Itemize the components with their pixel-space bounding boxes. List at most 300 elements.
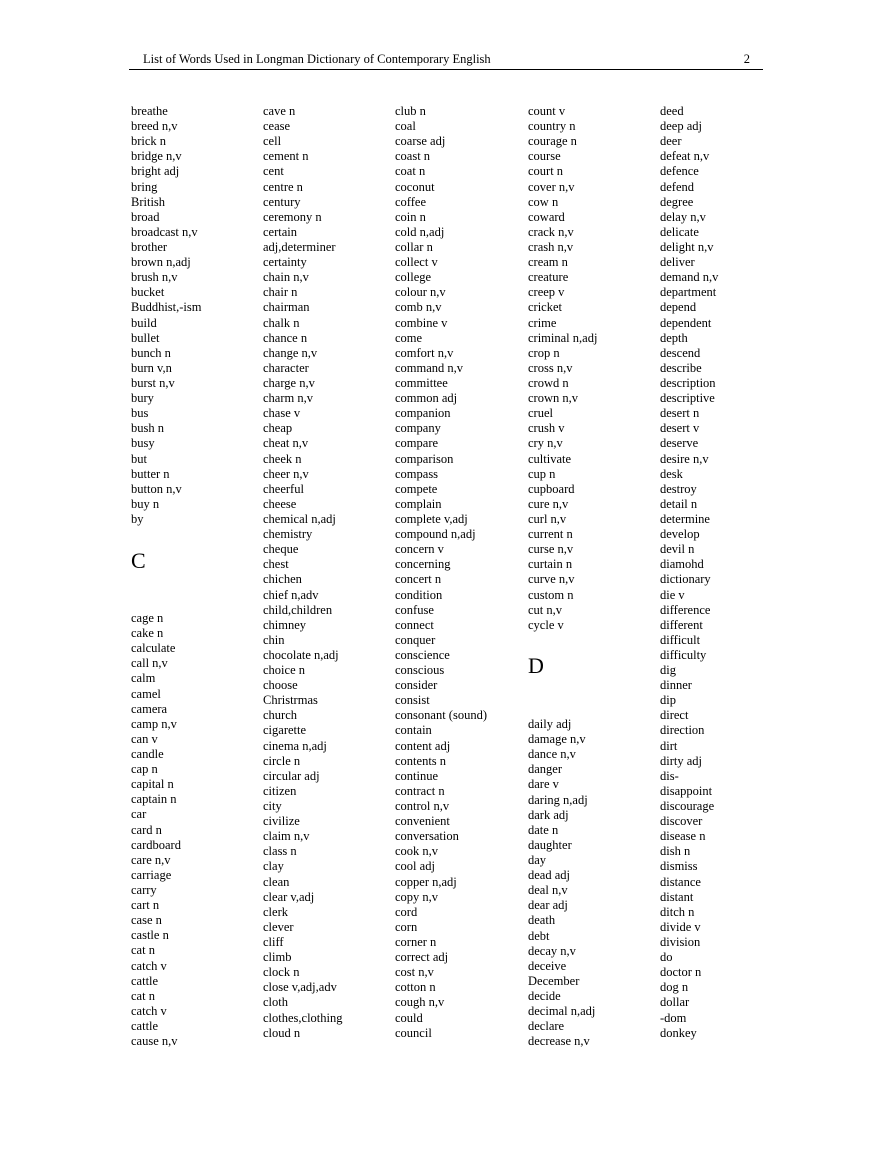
word-entry: card n xyxy=(131,822,162,837)
word-entry: dinner xyxy=(660,678,692,693)
word-entry: coin n xyxy=(395,209,426,224)
word-entry: clock n xyxy=(263,965,300,980)
word-entry: creature xyxy=(528,270,569,285)
word-entry: care n,v xyxy=(131,852,171,867)
word-entry: current n xyxy=(528,527,573,542)
word-entry: cheat n,v xyxy=(263,436,309,451)
word-entry: cream n xyxy=(528,255,568,270)
word-entry: cease xyxy=(263,119,291,134)
word-entry: common adj xyxy=(395,391,458,406)
word-entry: certainty xyxy=(263,255,307,270)
word-entry: daughter xyxy=(528,837,572,852)
word-entry: by xyxy=(131,511,144,526)
word-entry: damage n,v xyxy=(528,732,586,747)
word-entry: conscious xyxy=(395,663,445,678)
word-entry: cup n xyxy=(528,466,556,481)
word-entry: cheek n xyxy=(263,451,302,466)
word-entry: charge n,v xyxy=(263,375,315,390)
word-entry: cultivate xyxy=(528,451,572,466)
word-entry: content adj xyxy=(395,738,451,753)
word-entry: description xyxy=(660,375,716,390)
word-entry: count v xyxy=(528,104,566,118)
word-entry: Christrmas xyxy=(263,693,318,708)
word-entry: dictionary xyxy=(660,572,711,587)
word-entry: chest xyxy=(263,557,289,572)
word-entry: dark adj xyxy=(528,807,569,822)
word-entry: carriage xyxy=(131,867,172,882)
word-entry: choose xyxy=(263,678,298,693)
word-entry: contract n xyxy=(395,783,445,798)
word-entry: corner n xyxy=(395,935,437,950)
word-entry: copper n,adj xyxy=(395,874,457,889)
word-entry: consider xyxy=(395,678,438,693)
word-entry: cross n,v xyxy=(528,360,573,375)
word-entry: crop n xyxy=(528,345,560,360)
word-entry: cotton n xyxy=(395,980,436,995)
word-entry: cent xyxy=(263,164,284,179)
word-entry: but xyxy=(131,451,147,466)
word-entry: coconut xyxy=(395,179,435,194)
word-entry: dog n xyxy=(660,980,689,995)
word-entry: cough n,v xyxy=(395,995,445,1010)
word-entry: chance n xyxy=(263,330,308,345)
word-entry: crowd n xyxy=(528,375,569,390)
word-entry: deed xyxy=(660,104,684,118)
word-entry: dish n xyxy=(660,844,691,859)
word-entry: curtain n xyxy=(528,557,573,572)
word-entry: connect xyxy=(395,617,434,632)
word-entry: cycle v xyxy=(528,617,564,632)
word-entry: curve n,v xyxy=(528,572,575,587)
word-entry: buy n xyxy=(131,496,160,511)
word-entry: cool adj xyxy=(395,859,435,874)
word-entry: conscience xyxy=(395,647,450,662)
word-entry: cliff xyxy=(263,935,284,950)
word-entry: country n xyxy=(528,119,576,134)
word-entry: case n xyxy=(131,913,162,928)
word-entry: cheque xyxy=(263,542,299,557)
word-entry: custom n xyxy=(528,587,574,602)
word-entry: camera xyxy=(131,701,168,716)
word-entry: chairman xyxy=(263,300,310,315)
word-entry: civilize xyxy=(263,814,300,829)
word-entry: cord xyxy=(395,904,418,919)
word-entry: consist xyxy=(395,693,430,708)
word-entry: deceive xyxy=(528,958,567,973)
word-entry: daily adj xyxy=(528,717,572,731)
word-entry: crime xyxy=(528,315,557,330)
word-entry: cook n,v xyxy=(395,844,439,859)
word-entry: button n,v xyxy=(131,481,182,496)
word-entry: cold n,adj xyxy=(395,224,445,239)
word-entry: divide v xyxy=(660,919,701,934)
word-entry: compare xyxy=(395,436,439,451)
word-entry: diamohd xyxy=(660,557,704,572)
word-entry: continue xyxy=(395,768,439,783)
word-entry: coffee xyxy=(395,194,426,209)
word-entry: criminal n,adj xyxy=(528,330,598,345)
word-entry: ditch n xyxy=(660,904,695,919)
word-entry: dear adj xyxy=(528,898,568,913)
word-entry: bury xyxy=(131,391,154,406)
word-entry: class n xyxy=(263,844,297,859)
word-entry: depend xyxy=(660,300,697,315)
word-entry: compete xyxy=(395,481,438,496)
word-entry: bridge n,v xyxy=(131,149,182,164)
word-entry: choice n xyxy=(263,663,305,678)
word-entry: disappoint xyxy=(660,783,713,798)
word-entry: brick n xyxy=(131,134,167,149)
word-column-5 xyxy=(660,104,790,1041)
word-entry: day xyxy=(528,852,547,867)
word-entry: cattle xyxy=(131,1018,159,1033)
word-entry: captain n xyxy=(131,792,177,807)
word-entry: defeat n,v xyxy=(660,149,710,164)
word-entry: crash n,v xyxy=(528,239,574,254)
word-entry: coward xyxy=(528,209,565,224)
word-entry: consonant (sound) xyxy=(395,708,487,723)
word-entry: Buddhist,-ism xyxy=(131,300,202,315)
word-entry: chichen xyxy=(263,572,302,587)
word-entry: conquer xyxy=(395,632,436,647)
word-entry: cheerful xyxy=(263,481,304,496)
word-entry: cloth xyxy=(263,995,288,1010)
word-column-4-bottom xyxy=(528,717,658,1049)
word-entry: crush v xyxy=(528,421,565,436)
word-entry: declare xyxy=(528,1019,565,1034)
word-entry: discover xyxy=(660,814,703,829)
word-entry: discourage xyxy=(660,799,715,814)
word-entry: brother xyxy=(131,239,168,254)
word-entry: cupboard xyxy=(528,481,575,496)
word-entry: certain xyxy=(263,224,298,239)
word-entry: danger xyxy=(528,762,563,777)
word-entry: difference xyxy=(660,602,711,617)
word-entry: brush n,v xyxy=(131,270,178,285)
word-entry: claim n,v xyxy=(263,829,310,844)
word-entry: deer xyxy=(660,134,682,149)
word-entry: character xyxy=(263,360,309,375)
word-entry: different xyxy=(660,617,703,632)
word-entry: desire n,v xyxy=(660,451,709,466)
word-entry: bunch n xyxy=(131,345,171,360)
word-entry: circular adj xyxy=(263,768,320,783)
word-entry: delicate xyxy=(660,224,699,239)
word-entry: dirty adj xyxy=(660,753,703,768)
word-entry: creep v xyxy=(528,285,565,300)
word-entry: correct adj xyxy=(395,950,449,965)
word-entry: company xyxy=(395,421,441,436)
word-entry: cost n,v xyxy=(395,965,434,980)
word-entry: century xyxy=(263,194,301,209)
word-entry: castle n xyxy=(131,928,169,943)
word-entry: clothes,clothing xyxy=(263,1010,343,1025)
word-entry: dirt xyxy=(660,738,678,753)
word-entry: determine xyxy=(660,511,710,526)
word-entry: coat n xyxy=(395,164,426,179)
word-entry: dollar xyxy=(660,995,690,1010)
word-entry: division xyxy=(660,935,701,950)
word-entry: confuse xyxy=(395,602,434,617)
word-entry: copy n,v xyxy=(395,889,439,904)
word-entry: chalk n xyxy=(263,315,300,330)
word-entry: citizen xyxy=(263,783,297,798)
word-entry: cage n xyxy=(131,611,164,625)
word-entry: dismiss xyxy=(660,859,698,874)
page-number: 2 xyxy=(743,52,750,66)
word-entry: cut n,v xyxy=(528,602,563,617)
word-entry: chief n,adv xyxy=(263,587,319,602)
word-entry: candle xyxy=(131,746,164,761)
word-entry: chemical n,adj xyxy=(263,511,336,526)
word-entry: court n xyxy=(528,164,564,179)
word-entry: clever xyxy=(263,919,294,934)
section-letter-d: D xyxy=(528,653,544,678)
word-entry: cave n xyxy=(263,104,296,118)
word-entry: bring xyxy=(131,179,158,194)
word-entry: camp n,v xyxy=(131,716,177,731)
section-letter-c: C xyxy=(131,548,146,573)
word-entry: carry xyxy=(131,882,157,897)
word-entry: chimney xyxy=(263,617,307,632)
word-entry: control n,v xyxy=(395,799,450,814)
word-entry: delight n,v xyxy=(660,239,714,254)
word-entry: develop xyxy=(660,527,700,542)
word-entry: compass xyxy=(395,466,439,481)
word-entry: collect v xyxy=(395,255,438,270)
word-entry: coal xyxy=(395,119,416,134)
word-column-1-top xyxy=(131,104,261,527)
word-entry: cry n,v xyxy=(528,436,563,451)
word-entry: distant xyxy=(660,889,694,904)
word-entry: course xyxy=(528,149,561,164)
word-entry: comfort n,v xyxy=(395,345,454,360)
word-entry: collar n xyxy=(395,239,433,254)
word-entry: cloud n xyxy=(263,1025,301,1040)
word-entry: clerk xyxy=(263,904,288,919)
word-entry: compound n,adj xyxy=(395,527,476,542)
word-entry: change n,v xyxy=(263,345,318,360)
word-entry: deep adj xyxy=(660,119,702,134)
word-entry: degree xyxy=(660,194,694,209)
word-entry: cattle xyxy=(131,973,159,988)
word-entry: debt xyxy=(528,928,550,943)
word-entry: decrease n,v xyxy=(528,1034,590,1049)
word-entry: descend xyxy=(660,345,701,360)
word-entry: condition xyxy=(395,587,443,602)
word-entry: cat n xyxy=(131,943,155,958)
word-entry: desert v xyxy=(660,421,700,436)
word-entry: bullet xyxy=(131,330,160,345)
word-entry: contents n xyxy=(395,753,447,768)
word-entry: decay n,v xyxy=(528,943,576,958)
word-entry: committee xyxy=(395,375,448,390)
word-entry: brown n,adj xyxy=(131,255,191,270)
word-entry: delay n,v xyxy=(660,209,706,224)
word-entry: decimal n,adj xyxy=(528,1004,596,1019)
word-entry: cause n,v xyxy=(131,1034,178,1049)
word-entry: car xyxy=(131,807,147,822)
word-entry: adj,determiner xyxy=(263,239,336,254)
word-entry: devil n xyxy=(660,542,695,557)
word-entry: defence xyxy=(660,164,699,179)
word-column-4-top xyxy=(528,104,658,633)
word-entry: death xyxy=(528,913,556,928)
word-entry: curse n,v xyxy=(528,542,574,557)
word-entry: clean xyxy=(263,874,290,889)
word-entry: difficulty xyxy=(660,647,707,662)
word-entry: council xyxy=(395,1025,432,1040)
word-entry: coarse adj xyxy=(395,134,446,149)
word-entry: centre n xyxy=(263,179,303,194)
word-entry: burn v,n xyxy=(131,360,172,375)
word-entry: capital n xyxy=(131,777,174,792)
word-entry: corn xyxy=(395,919,418,934)
word-entry: department xyxy=(660,285,717,300)
word-entry: conversation xyxy=(395,829,459,844)
word-entry: courage n xyxy=(528,134,577,149)
word-entry: come xyxy=(395,330,423,345)
word-entry: call n,v xyxy=(131,656,168,671)
word-entry: could xyxy=(395,1010,423,1025)
word-entry: cricket xyxy=(528,300,563,315)
word-entry: date n xyxy=(528,822,559,837)
word-entry: daring n,adj xyxy=(528,792,588,807)
word-entry: chase v xyxy=(263,406,301,421)
word-entry: close v,adj,adv xyxy=(263,980,337,995)
word-entry: cat n xyxy=(131,988,155,1003)
word-entry: do xyxy=(660,950,673,965)
word-entry: direction xyxy=(660,723,705,738)
word-column-1-bottom xyxy=(131,611,261,1049)
word-entry: coast n xyxy=(395,149,431,164)
word-entry: December xyxy=(528,973,580,988)
word-entry: child,children xyxy=(263,602,333,617)
word-entry: circle n xyxy=(263,753,301,768)
word-entry: ceremony n xyxy=(263,209,322,224)
word-entry: companion xyxy=(395,406,451,421)
word-entry: desk xyxy=(660,466,683,481)
word-entry: contain xyxy=(395,723,432,738)
word-entry: donkey xyxy=(660,1025,697,1040)
word-entry: cell xyxy=(263,134,282,149)
word-entry: dance n,v xyxy=(528,747,576,762)
word-entry: clay xyxy=(263,859,284,874)
word-entry: convenient xyxy=(395,814,450,829)
word-entry: describe xyxy=(660,360,702,375)
word-entry: deal n,v xyxy=(528,883,568,898)
word-entry: climb xyxy=(263,950,292,965)
word-entry: breathe xyxy=(131,104,168,118)
word-entry: crown n,v xyxy=(528,391,578,406)
word-entry: combine v xyxy=(395,315,448,330)
word-entry: dip xyxy=(660,693,676,708)
word-entry: deserve xyxy=(660,436,699,451)
word-entry: dependent xyxy=(660,315,712,330)
word-entry: doctor n xyxy=(660,965,702,980)
word-entry: comb n,v xyxy=(395,300,442,315)
word-entry: burst n,v xyxy=(131,375,175,390)
word-entry: build xyxy=(131,315,157,330)
word-column-2 xyxy=(263,104,393,1041)
word-entry: bucket xyxy=(131,285,165,300)
word-entry: cardboard xyxy=(131,837,181,852)
word-entry: -dom xyxy=(660,1010,687,1025)
word-entry: chemistry xyxy=(263,527,313,542)
word-entry: camel xyxy=(131,686,161,701)
word-entry: concerning xyxy=(395,557,451,572)
word-entry: colour n,v xyxy=(395,285,446,300)
word-entry: command n,v xyxy=(395,360,464,375)
word-entry: broadcast n,v xyxy=(131,224,198,239)
word-entry: city xyxy=(263,799,282,814)
word-entry: concern v xyxy=(395,542,444,557)
word-entry: disease n xyxy=(660,829,706,844)
word-entry: depth xyxy=(660,330,688,345)
word-entry: club n xyxy=(395,104,426,118)
word-entry: cake n xyxy=(131,626,164,641)
word-entry: bush n xyxy=(131,421,164,436)
word-entry: desert n xyxy=(660,406,700,421)
word-entry: cure n,v xyxy=(528,496,569,511)
word-entry: cement n xyxy=(263,149,309,164)
word-entry: crack n,v xyxy=(528,224,574,239)
word-entry: dare v xyxy=(528,777,559,792)
word-entry: cigarette xyxy=(263,723,307,738)
word-entry: calculate xyxy=(131,641,176,656)
word-entry: bus xyxy=(131,406,149,421)
word-entry: clear v,adj xyxy=(263,889,315,904)
page-title: List of Words Used in Longman Dictionary of Contemporary English xyxy=(143,52,491,66)
word-entry: chain n,v xyxy=(263,270,309,285)
word-entry: busy xyxy=(131,436,155,451)
word-entry: dead adj xyxy=(528,868,570,883)
word-entry: cap n xyxy=(131,762,158,777)
word-entry: British xyxy=(131,194,166,209)
word-entry: defend xyxy=(660,179,695,194)
word-entry: decide xyxy=(528,988,561,1003)
word-entry: catch v xyxy=(131,1003,167,1018)
word-entry: chin xyxy=(263,632,285,647)
word-entry: cinema n,adj xyxy=(263,738,327,753)
word-entry: concert n xyxy=(395,572,442,587)
word-entry: charm n,v xyxy=(263,391,313,406)
word-entry: breed n,v xyxy=(131,119,178,134)
word-entry: destroy xyxy=(660,481,697,496)
word-entry: cow n xyxy=(528,194,559,209)
word-entry: demand n,v xyxy=(660,270,719,285)
word-entry: cheese xyxy=(263,496,297,511)
word-entry: college xyxy=(395,270,432,285)
word-entry: direct xyxy=(660,708,689,723)
word-entry: broad xyxy=(131,209,160,224)
word-entry: catch v xyxy=(131,958,167,973)
word-entry: chair n xyxy=(263,285,298,300)
word-entry: cheer n,v xyxy=(263,466,309,481)
word-entry: die v xyxy=(660,587,685,602)
word-entry: cruel xyxy=(528,406,553,421)
word-entry: complain xyxy=(395,496,442,511)
word-entry: dis- xyxy=(660,768,679,783)
page-header xyxy=(129,52,763,70)
word-entry: calm xyxy=(131,671,156,686)
word-entry: chocolate n,adj xyxy=(263,647,339,662)
word-entry: detail n xyxy=(660,496,698,511)
word-entry: distance xyxy=(660,874,701,889)
word-entry: bright adj xyxy=(131,164,180,179)
word-entry: cover n,v xyxy=(528,179,575,194)
word-column-3 xyxy=(395,104,525,1041)
